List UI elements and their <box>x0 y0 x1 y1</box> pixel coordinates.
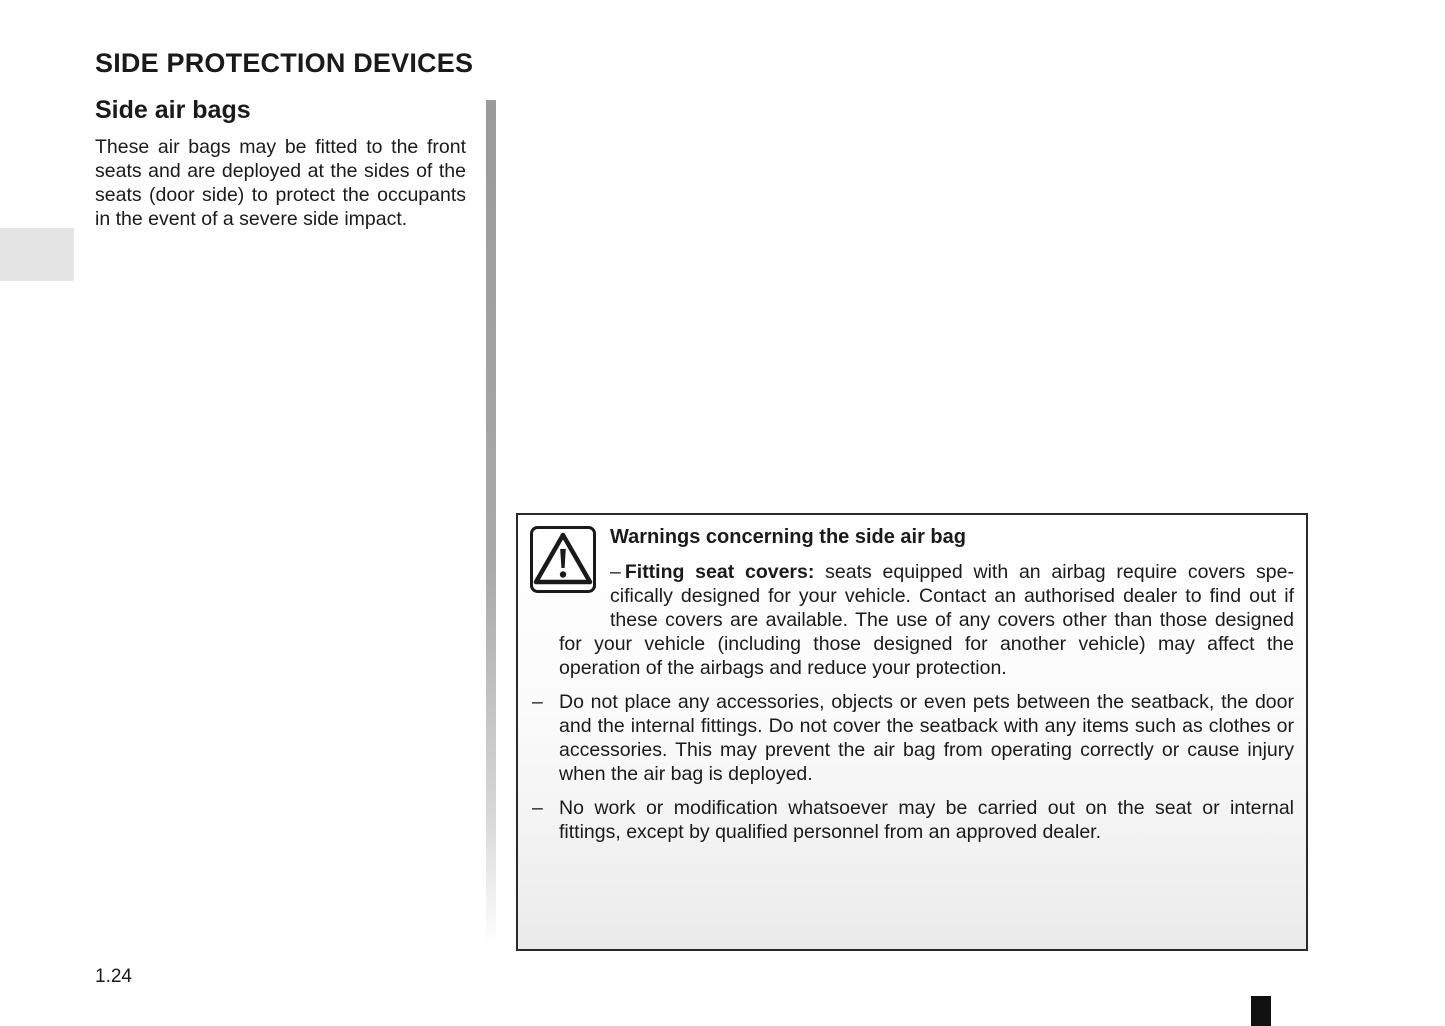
warning-body <box>532 560 1294 854</box>
warning-item-text: Do not place any accessories, objects or even pets between the seatback, the door and the internal fittings. Do not cover the seatback with any items such as clothes or accessories. This may prevent the air bag from operating correctly or cause injury when the air bag is deployed. <box>559 691 1294 785</box>
warning-item-seat-covers <box>532 560 1294 680</box>
page-title: SIDE PROTECTION DEVICES <box>95 48 474 78</box>
chapter-tab-marker <box>0 228 74 281</box>
warning-title: Warnings concerning the side air bag <box>610 526 966 548</box>
icon-spacer <box>532 560 610 632</box>
warning-item-text: No work or modification whatsoever may be carried out on the seat or internal fittings, except by qualified personnel from an approved dealer. <box>559 797 1294 843</box>
warning-item-accessories <box>532 690 1294 786</box>
list-dash: – <box>532 797 543 819</box>
column-divider <box>486 100 496 945</box>
warning-item-label: Fitting seat covers: <box>624 561 815 583</box>
page-corner-mark <box>1251 996 1271 1026</box>
warning-item-modification <box>532 796 1294 844</box>
side-air-bags-description: These air bags may be fitted to the front seats and are deployed at the sides of the seats (door side) to protect the occupants in the event of a severe side impact. <box>95 136 466 230</box>
page-number: 1.24 <box>95 966 132 987</box>
list-dash: – <box>610 561 621 583</box>
warning-box <box>516 513 1308 951</box>
section-heading-side-air-bags: Side air bags <box>95 96 251 124</box>
warning-item-text: seats equipped with an airbag require covers specifically designed for your vehicle. Contact an authorised dealer to find out if these covers are available. The use of any covers other than those designed for your vehicle (including those designed for another vehicle) may affect the operation of the airbags and reduce your protection. <box>559 561 1295 679</box>
list-dash: – <box>532 691 543 713</box>
